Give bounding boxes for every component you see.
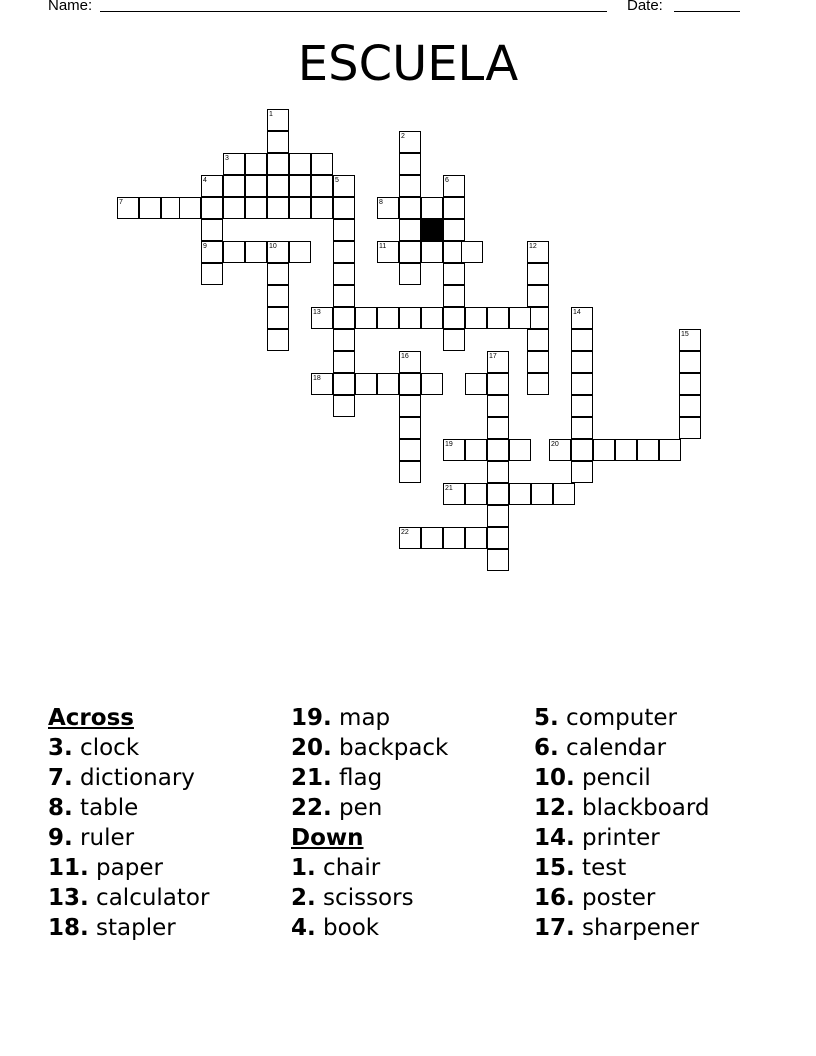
crossword-cell[interactable] [679,373,701,395]
clue-item-text: clock [72,735,140,761]
clue-item [534,763,710,793]
crossword-cell[interactable] [443,285,465,307]
clue-item-number: 2. [291,885,316,911]
clue-item [534,913,710,943]
clue-item-number: 12. [534,795,575,821]
clue-number-label: 16 [401,353,409,360]
clue-item-text: map [331,705,391,731]
clue-item [48,883,209,913]
crossword-cell[interactable] [399,439,421,461]
crossword-cell[interactable] [333,263,355,285]
clue-item-number: 22. [291,795,332,821]
crossword-cell[interactable] [679,417,701,439]
crossword-cell[interactable] [399,197,421,219]
clue-column-3 [534,703,710,943]
clue-item-text: table [72,795,139,821]
crossword-cell[interactable] [333,285,355,307]
crossword-cell[interactable] [201,263,223,285]
crossword-cell[interactable] [289,241,311,263]
clue-item-text: computer [558,705,677,731]
crossword-cell[interactable] [399,461,421,483]
crossword-cell[interactable] [421,373,443,395]
clue-column-2 [291,703,448,943]
crossword-cell[interactable] [333,197,355,219]
puzzle-title: ESCUELA [297,36,519,92]
crossword-cell[interactable] [333,373,355,395]
crossword-cell[interactable] [571,373,593,395]
crossword-cell[interactable] [201,219,223,241]
crossword-cell[interactable] [487,505,509,527]
clue-item-text: dictionary [72,765,195,791]
clue-number-label: 1 [269,111,273,118]
clue-item-text: blackboard [574,795,710,821]
crossword-cell[interactable] [399,241,421,263]
crossword-cell[interactable] [637,439,659,461]
clue-section-heading: Across [48,705,134,731]
clue-item-text: calendar [558,735,667,761]
clue-item-text: scissors [315,885,414,911]
crossword-cell[interactable] [679,395,701,417]
clue-item-text: paper [88,855,163,881]
clue-item-number: 18. [48,915,89,941]
clue-number-label: 20 [551,441,559,448]
clue-item-number: 17. [534,915,575,941]
crossword-cell[interactable] [461,241,483,263]
crossword-cell[interactable] [465,439,487,461]
clue-number-label: 14 [573,309,581,316]
crossword-cell[interactable] [553,483,575,505]
crossword-cell[interactable] [465,483,487,505]
clue-item-text: calculator [88,885,210,911]
clue-item [291,883,448,913]
clue-item [48,913,209,943]
crossword-cell[interactable] [267,175,289,197]
crossword-cell[interactable] [421,527,443,549]
crossword-cell[interactable] [487,549,509,571]
crossword-cell[interactable] [571,329,593,351]
crossword-cell[interactable] [443,527,465,549]
crossword-cell[interactable] [201,197,223,219]
clue-item [48,733,209,763]
crossword-cell[interactable] [487,461,509,483]
crossword-cell[interactable] [527,373,549,395]
clue-number-label: 21 [445,485,453,492]
crossword-cell[interactable] [571,417,593,439]
crossword-cell[interactable] [659,439,681,461]
crossword-cell[interactable] [267,263,289,285]
clue-item-text: flag [331,765,383,791]
crossword-cell[interactable] [487,417,509,439]
crossword-cell[interactable] [527,285,549,307]
crossword-cell[interactable] [333,329,355,351]
crossword-cell[interactable] [421,197,443,219]
crossword-cell[interactable] [289,175,311,197]
crossword-cell[interactable] [245,175,267,197]
clue-item-number: 21. [291,765,332,791]
crossword-cell[interactable] [355,373,377,395]
clue-item-number: 10. [534,765,575,791]
clue-number-label: 5 [335,177,339,184]
clue-item-number: 16. [534,885,575,911]
crossword-cell[interactable] [289,197,311,219]
clue-item-number: 5. [534,705,559,731]
crossword-cell[interactable] [615,439,637,461]
crossword-cell[interactable] [421,241,443,263]
clue-item [291,733,448,763]
clue-item-number: 4. [291,915,316,941]
crossword-cell[interactable] [443,329,465,351]
clue-item [48,853,209,883]
crossword-cell[interactable] [179,197,201,219]
crossword-cell[interactable] [487,439,509,461]
crossword-cell[interactable] [465,373,487,395]
crossword-cell[interactable] [377,373,399,395]
clue-item [534,703,710,733]
clue-item-number: 3. [48,735,73,761]
crossword-cell[interactable] [487,307,509,329]
crossword-cell[interactable] [399,219,421,241]
crossword-cell[interactable] [487,373,509,395]
crossword-cell[interactable] [399,417,421,439]
clue-item-text: book [315,915,380,941]
crossword-cell[interactable] [245,153,267,175]
crossword-cell[interactable] [571,351,593,373]
clue-item [48,793,209,823]
crossword-cell[interactable] [267,285,289,307]
clue-item-text: chair [315,855,381,881]
crossword-cell[interactable] [679,351,701,373]
clue-item [534,793,710,823]
date-label: Date: [627,0,663,14]
crossword-cell[interactable] [487,483,509,505]
crossword-cell[interactable] [443,307,465,329]
clue-item-text: pen [331,795,383,821]
crossword-cell[interactable] [527,263,549,285]
crossword-cell[interactable] [487,395,509,417]
crossword-cell[interactable] [399,395,421,417]
crossword-cell[interactable] [223,197,245,219]
clue-item-number: 9. [48,825,73,851]
crossword-cell[interactable] [245,197,267,219]
clue-item [534,883,710,913]
crossword-cell[interactable] [267,307,289,329]
clue-number-label: 13 [313,309,321,316]
crossword-cell[interactable] [399,175,421,197]
clue-number-label: 10 [269,243,277,250]
crossword-cell[interactable] [509,307,531,329]
crossword-cell[interactable] [333,219,355,241]
clue-column-1 [48,703,209,943]
clue-number-label: 17 [489,353,497,360]
crossword-cell[interactable] [267,197,289,219]
clue-number-label: 11 [379,243,387,250]
crossword-cell[interactable] [593,439,615,461]
crossword-cell[interactable] [399,307,421,329]
clue-item-number: 13. [48,885,89,911]
clue-item-text: ruler [72,825,135,851]
clue-item-text: test [574,855,627,881]
clue-number-label: 22 [401,529,409,536]
clue-item [291,913,448,943]
clue-number-label: 8 [379,199,383,206]
crossword-cell[interactable] [527,329,549,351]
clue-item-text: printer [574,825,660,851]
crossword-cell[interactable] [333,307,355,329]
clue-item-number: 6. [534,735,559,761]
clue-item-number: 19. [291,705,332,731]
clue-item [48,823,209,853]
crossword-cell[interactable] [355,307,377,329]
crossword-cell[interactable] [311,153,333,175]
crossword-cell[interactable] [245,241,267,263]
clue-number-label: 2 [401,133,405,140]
crossword-cell[interactable] [465,527,487,549]
crossword-cell[interactable] [443,219,465,241]
clue-item [291,763,448,793]
clue-item-number: 15. [534,855,575,881]
crossword-cell[interactable] [399,263,421,285]
clue-item-text: pencil [574,765,651,791]
crossword-cell[interactable] [571,395,593,417]
clue-number-label: 6 [445,177,449,184]
clue-number-label: 4 [203,177,207,184]
crossword-cell[interactable] [267,131,289,153]
crossword-cell[interactable] [311,197,333,219]
clue-item-text: poster [574,885,656,911]
crossword-cell[interactable] [223,175,245,197]
crossword-cell[interactable] [571,439,593,461]
crossword-cell[interactable] [399,373,421,395]
crossword-cell[interactable] [267,329,289,351]
crossword-cell[interactable] [465,307,487,329]
crossword-cell[interactable] [333,351,355,373]
crossword-cell[interactable] [333,395,355,417]
crossword-cell[interactable] [139,197,161,219]
crossword-cell[interactable] [527,351,549,373]
crossword-cell[interactable] [443,263,465,285]
crossword-cell[interactable] [333,241,355,263]
clue-item [291,703,448,733]
clue-item [534,733,710,763]
clue-item [534,853,710,883]
clue-number-label: 18 [313,375,321,382]
crossword-cell[interactable] [421,307,443,329]
clue-item-number: 20. [291,735,332,761]
clue-item [291,853,448,883]
clue-item-number: 1. [291,855,316,881]
crossword-cell[interactable] [509,439,531,461]
clue-number-label: 12 [529,243,537,250]
blocked-cell [421,219,443,241]
clue-number-label: 7 [119,199,123,206]
crossword-cell[interactable] [377,307,399,329]
clue-item-text: sharpener [574,915,700,941]
crossword-cell[interactable] [509,483,531,505]
crossword-cell[interactable] [267,153,289,175]
clue-item-number: 7. [48,765,73,791]
clue-section-heading: Down [291,825,364,851]
crossword-cell[interactable] [399,153,421,175]
crossword-cell[interactable] [223,241,245,263]
name-label: Name: [48,0,93,14]
clue-item-number: 8. [48,795,73,821]
clue-number-label: 15 [681,331,689,338]
crossword-cell[interactable] [487,527,509,549]
crossword-cell[interactable] [311,175,333,197]
clue-item-number: 11. [48,855,89,881]
clue-item [534,823,710,853]
clue-item-text: stapler [88,915,176,941]
clue-item [48,763,209,793]
crossword-cell[interactable] [531,483,553,505]
clue-number-label: 19 [445,441,453,448]
crossword-cell[interactable] [571,461,593,483]
crossword-cell[interactable] [289,153,311,175]
clue-item-number: 14. [534,825,575,851]
clue-item [291,793,448,823]
clue-item-text: backpack [331,735,449,761]
clue-number-label: 3 [225,155,229,162]
crossword-cell[interactable] [443,197,465,219]
clue-number-label: 9 [203,243,207,250]
